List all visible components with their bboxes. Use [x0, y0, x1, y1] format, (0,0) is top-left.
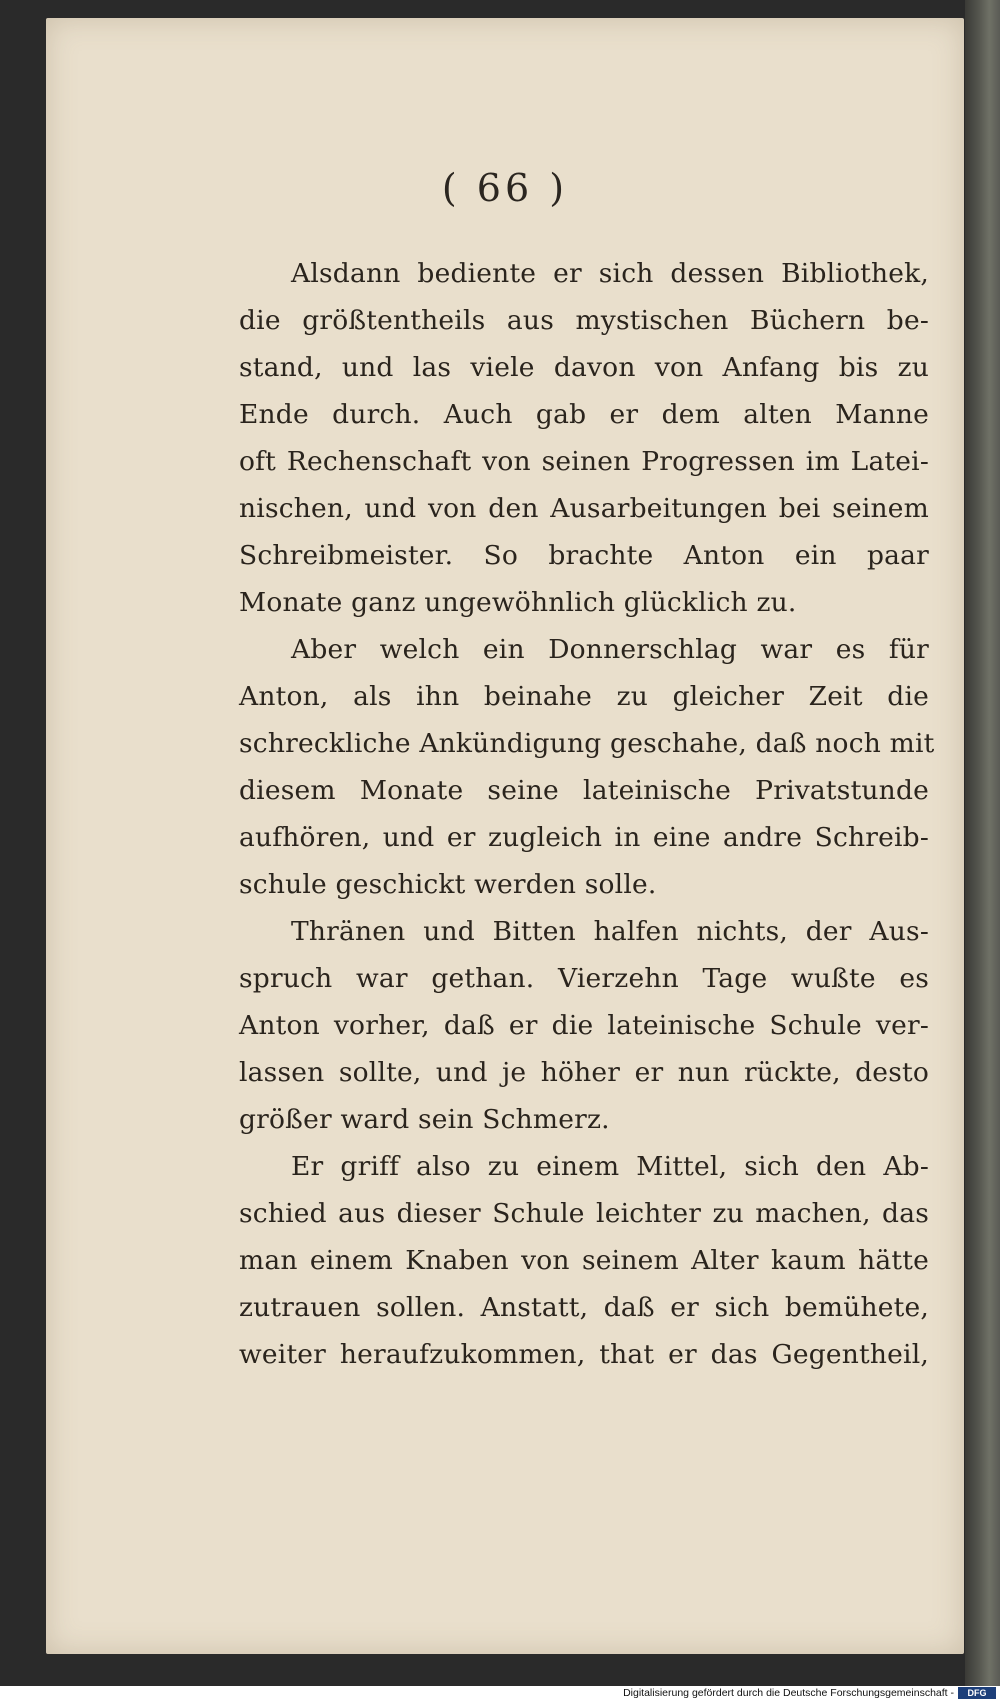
- text-line: zutrauen sollen. Anstatt, daß er sich bemühete,: [239, 1292, 929, 1323]
- footer: [0, 1686, 1000, 1701]
- text-line: Ende durch. Auch gab er dem alten Manne: [239, 399, 929, 430]
- text-line: diesem Monate seine lateinische Privatstunde: [239, 775, 929, 806]
- text-line: Er griff also zu einem Mittel, sich den Ab-: [291, 1151, 929, 1182]
- text-line: schule geschickt werden solle.: [239, 869, 657, 900]
- page-number: ( 66 ): [441, 166, 569, 210]
- text-line: stand, und las viele davon von Anfang bis zu: [239, 352, 929, 383]
- text-line: Anton vorher, daß er die lateinische Schule ver-: [239, 1010, 929, 1041]
- text-line: man einem Knaben von seinem Alter kaum hätte: [239, 1245, 929, 1276]
- body-text: [239, 250, 935, 1378]
- text-line: Aber welch ein Donnerschlag war es für: [291, 634, 929, 665]
- dfg-logo: DFG: [958, 1687, 996, 1699]
- text-line: größer ward sein Schmerz.: [239, 1104, 610, 1135]
- text-line: Schreibmeister. So brachte Anton ein paar: [239, 540, 929, 571]
- text-line: schied aus dieser Schule leichter zu machen, das: [239, 1198, 929, 1229]
- text-line: weiter heraufzukommen, that er das Gegentheil,: [239, 1339, 929, 1370]
- text-line: die größtentheils aus mystischen Büchern be-: [239, 305, 929, 336]
- text-line: nischen, und von den Ausarbeitungen bei seinem: [239, 493, 929, 524]
- text-line: schreckliche Ankündigung geschahe, daß noch mit: [239, 728, 935, 759]
- book-edge: [965, 0, 1000, 1686]
- text-line: Alsdann bediente er sich dessen Bibliothek,: [291, 258, 929, 289]
- text-line: Thränen und Bitten halfen nichts, der Aus-: [291, 916, 929, 947]
- text-line: spruch war gethan. Vierzehn Tage wußte es: [239, 963, 929, 994]
- text-line: aufhören, und er zugleich in eine andre Schreib-: [239, 822, 929, 853]
- text-line: oft Rechenschaft von seinen Progressen im Latei-: [239, 446, 929, 477]
- book-page: [46, 18, 964, 1654]
- text-line: lassen sollte, und je höher er nun rückte, desto: [239, 1057, 929, 1088]
- text-line: Monate ganz ungewöhnlich glücklich zu.: [239, 587, 797, 618]
- text-line: Anton, als ihn beinahe zu gleicher Zeit die: [239, 681, 929, 712]
- digitization-credit: Digitalisierung gefördert durch die Deutsche Forschungsgemeinschaft -: [623, 1687, 954, 1699]
